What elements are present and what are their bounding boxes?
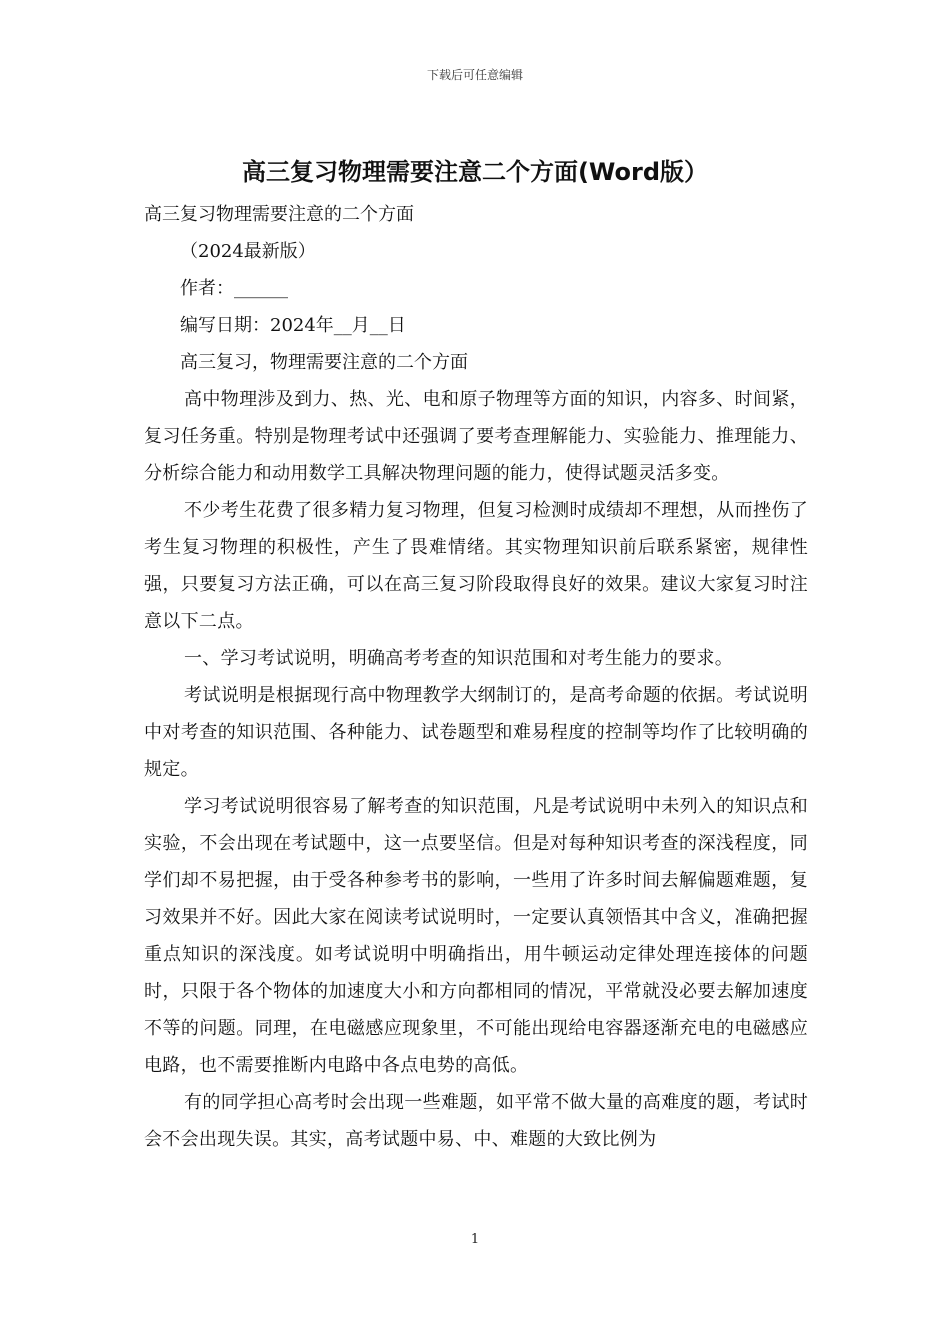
page-number: 1 bbox=[470, 1232, 480, 1247]
paragraph: 有的同学担心高考时会出现一些难题，如平常不做大量的高难度的题，考试时会不会出现失误。其实，高考试题中易、中、难题的大致比例为 bbox=[144, 1092, 808, 1150]
paragraph: 学习考试说明很容易了解考查的知识范围，凡是考试说明中未列入的知识点和实验，不会出现在考试题中，这一点要坚信。但是对每种知识考查的深浅程度，同学们却不易把握，由于受各种参考书的影响，一些用了许多时间去解偏题难题，复习效果并不好。因此大家在阅读考试说明时，一定要认真领悟其中含义，准确把握重点知识的深浅度。如考试说明中明确指出，用牛顿运动定律处理连接体的问题时，只限于各个物体的加速度大小和方向都相同的情况，平常就没必要去解加速度不等的问题。同理，在电磁感应现象里，不可能出现给电容器逐渐充电的电磁感应电路，也不需要推断内电路中各点电势的高低。 bbox=[144, 796, 808, 1076]
subtitle: 高三复习物理需要注意的二个方面 bbox=[144, 204, 414, 225]
edition-note: （2024最新版） bbox=[180, 241, 316, 262]
document-title: 高三复习物理需要注意二个方面(Word版） bbox=[241, 158, 709, 186]
paragraph: 一、学习考试说明，明确高考考查的知识范围和对考生能力的要求。 bbox=[184, 648, 733, 669]
section-heading: 高三复习，物理需要注意的二个方面 bbox=[180, 352, 468, 373]
author-line: 作者：______ bbox=[180, 278, 288, 299]
paragraph: 考试说明是根据现行高中物理教学大纲制订的，是高考命题的依据。考试说明中对考查的知识范围、各种能力、试卷题型和难易程度的控制等均作了比较明确的规定。 bbox=[144, 685, 808, 780]
paragraph: 高中物理涉及到力、热、光、电和原子物理等方面的知识，内容多、时间紧，复习任务重。特别是物理考试中还强调了要考查理解能力、实验能力、推理能力、分析综合能力和动用数学工具解决物理问题的能力，使得试题灵活多变。 bbox=[144, 389, 808, 484]
header-note: 下载后可任意编辑 bbox=[426, 68, 523, 82]
date-line: 编写日期：2024年__月__日 bbox=[180, 315, 406, 336]
document-body bbox=[144, 196, 808, 1158]
paragraph: 不少考生花费了很多精力复习物理，但复习检测时成绩却不理想，从而挫伤了考生复习物理的积极性，产生了畏难情绪。其实物理知识前后联系紧密，规律性强，只要复习方法正确，可以在高三复习阶段取得良好的效果。建议大家复习时注意以下二点。 bbox=[144, 500, 808, 632]
